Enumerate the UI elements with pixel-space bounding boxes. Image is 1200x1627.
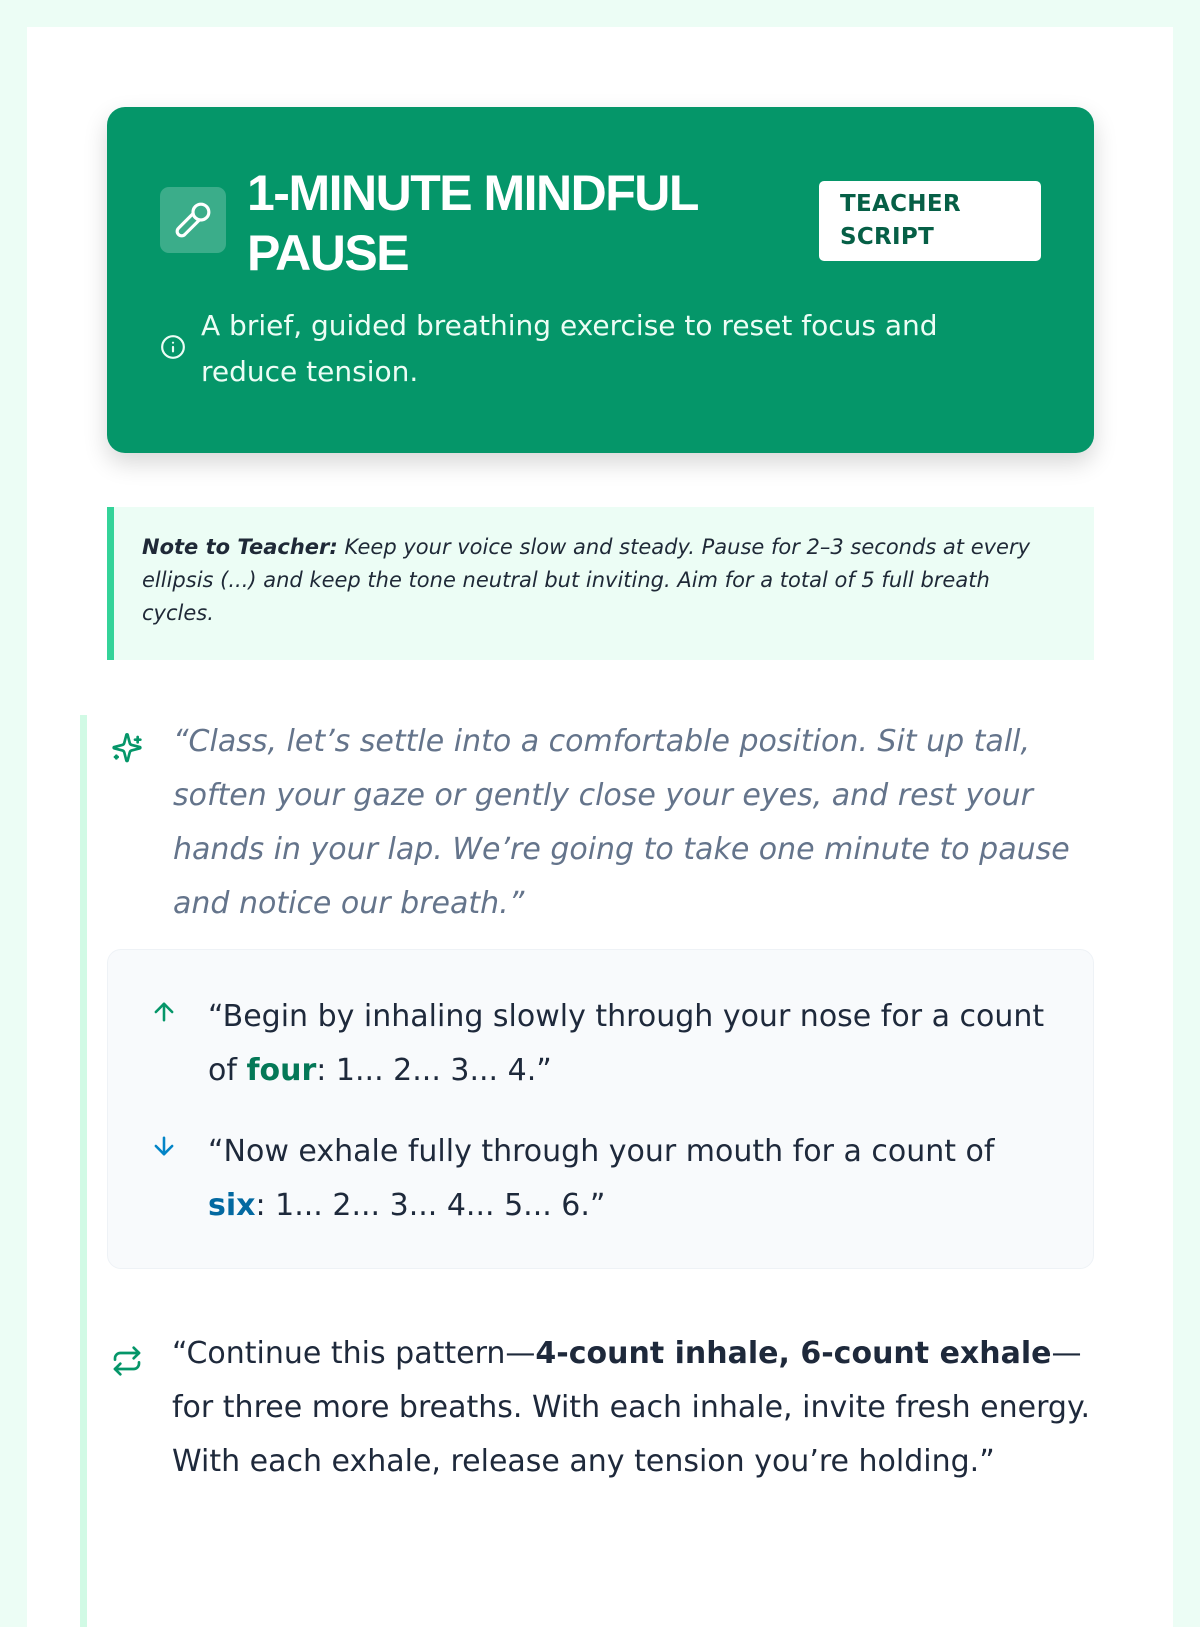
exhale-count-keyword: six: [208, 1188, 256, 1223]
breath-steps-box: [107, 949, 1094, 1269]
inhale-text: “Begin by inhaling slowly through your nose for a count of: [208, 999, 1045, 1088]
script-page: [27, 27, 1173, 1627]
header-card: [107, 107, 1094, 453]
exhale-text: “Now exhale fully through your mouth for a count of: [208, 1134, 995, 1169]
arrow-down-icon: [150, 1132, 178, 1160]
exhale-instruction: [208, 1125, 1058, 1233]
breath-pattern: 4-count inhale, 6-count exhale: [535, 1336, 1052, 1371]
teacher-script-badge: TEACHER SCRIPT: [819, 181, 1041, 261]
teacher-note: [107, 507, 1094, 660]
exhale-count: : 1... 2... 3... 4... 5... 6.”: [255, 1188, 606, 1223]
page-title: 1-MINUTE MINDFUL PAUSE: [247, 165, 698, 281]
continue-text: “Continue this pattern—: [172, 1336, 536, 1371]
inhale-count: : 1... 2... 3... 4.”: [316, 1053, 552, 1088]
note-text: Keep your voice slow and steady. Pause for 2–3 seconds at every ellipsis (...) and keep the tone neutral but inviting. Aim for a total of 5 full breath cycles.: [142, 535, 1031, 625]
page-subtitle: A brief, guided breathing exercise to reset focus and reduce tension.: [201, 309, 938, 388]
intro-quote: “Class, let’s settle into a comfortable position. Sit up tall, soften your gaze or gently close your eyes, and rest your hands in your lap. We’re going to take one minute to pause and notice our breath.”: [173, 724, 1070, 921]
continue-text-end: —for three more breaths. With each inhale, invite fresh energy. With each exhale, release any tension you’re holding.”: [172, 1336, 1090, 1479]
sparkles-icon: [111, 733, 143, 765]
microphone-icon: [160, 187, 226, 253]
inhale-instruction: [208, 990, 1058, 1098]
note-label: Note to Teacher:: [142, 535, 338, 559]
continue-instruction: [172, 1327, 1102, 1489]
inhale-count-keyword: four: [246, 1053, 317, 1088]
arrow-up-icon: [150, 998, 178, 1026]
repeat-icon: [111, 1345, 143, 1377]
script-section: [80, 715, 1101, 1627]
info-icon: [160, 334, 186, 360]
